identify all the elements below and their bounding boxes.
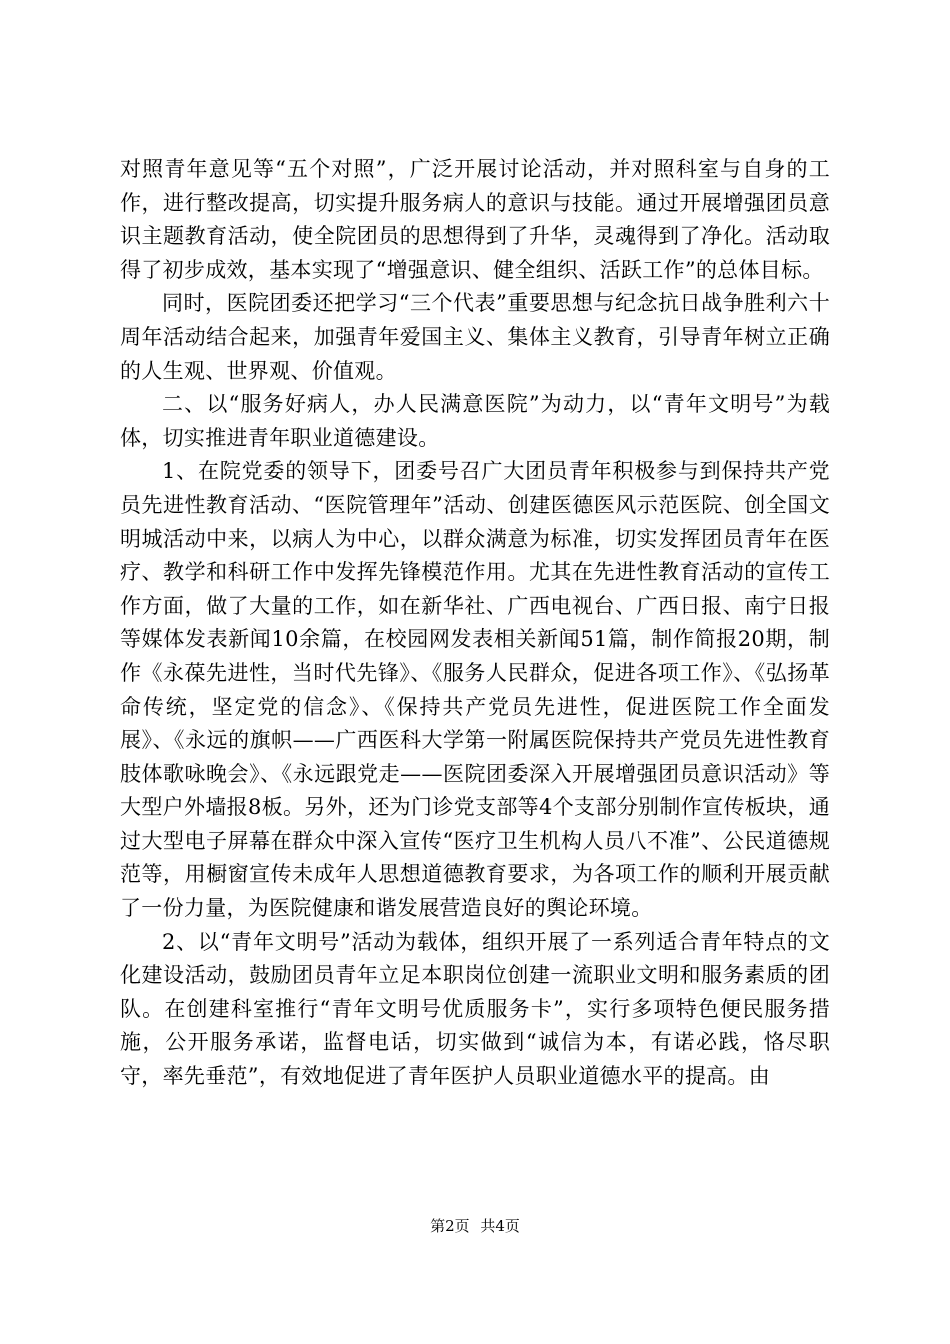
paragraph-patriotic-education: 同时，医院团委还把学习“三个代表”重要思想与纪念抗日战争胜利六十周年活动结合起来，加强青年爱国主义、集体主义教育，引导青年树立正确的人生观、世界观、价值观。 <box>120 291 830 383</box>
document-body <box>120 153 830 1094</box>
paragraph-item-two: 2、以“青年文明号”活动为载体，组织开展了一系列适合青年特点的文化建设活动，鼓励团员青年立足本职岗位创建一流职业文明和服务素质的团队。在创建科室推行“青年文明号优质服务卡”，实行多项特色便民服务措施，公开服务承诺，监督电话，切实做到“诚信为本，有诺必践，恪尽职守，率先垂范”，有效地促进了青年医护人员职业道德水平的提高。由 <box>120 929 830 1089</box>
paragraph-item-one: 1、在院党委的领导下，团委号召广大团员青年积极参与到保持共产党员先进性教育活动、“医院管理年”活动、创建医德医风示范医院、创全国文明城活动中来，以病人为中心，以群众满意为标准，切实发挥团员青年在医疗、教学和科研工作中发挥先锋模范作用。尤其在先进性教育活动的宣传工作方面，做了大量的工作，如在新华社、广西电视台、广西日报、南宁日报等媒体发表新闻10余篇，在校园网发表相关新闻51篇，制作简报20期，制作《永葆先进性，当时代先锋》、《服务人民群众，促进各项工作》、《弘扬革命传统，坚定党的信念》、《保持共产党员先进性，促进医院工作全面发展》、《永远的旗帜——广西医科大学第一附属医院保持共产党员先进性教育肢体歌咏晚会》、《永远跟党走——医院团委深入开展增强团员意识活动》等大型户外墙报8板。另外，还为门诊党支部等4个支部分别制作宣传板块，通过大型电子屏幕在群众中深入宣传“医疗卫生机构人员八不准”、公民道德规范等，用橱窗宣传未成年人思想道德教育要求，为各项工作的顺利开展贡献了一份力量，为医院健康和谐发展营造良好的舆论环境。 <box>120 459 830 921</box>
section-heading-two: 二、以“服务好病人，办人民满意医院”为动力，以“青年文明号”为载体，切实推进青年职业道德建设。 <box>120 392 830 450</box>
page-total: 共4页 <box>480 1217 520 1235</box>
paragraph-continued: 对照青年意见等“五个对照”，广泛开展讨论活动，并对照科室与自身的工作，进行整改提高，切实提升服务病人的意识与技能。通过开展增强团员意识主题教育活动，使全院团员的思想得到了升华，灵魂得到了净化。活动取得了初步成效，基本实现了“增强意识、健全组织、活跃工作”的总体目标。 <box>120 157 830 282</box>
page-number: 第2页 <box>430 1217 470 1235</box>
page-footer <box>0 1216 950 1236</box>
